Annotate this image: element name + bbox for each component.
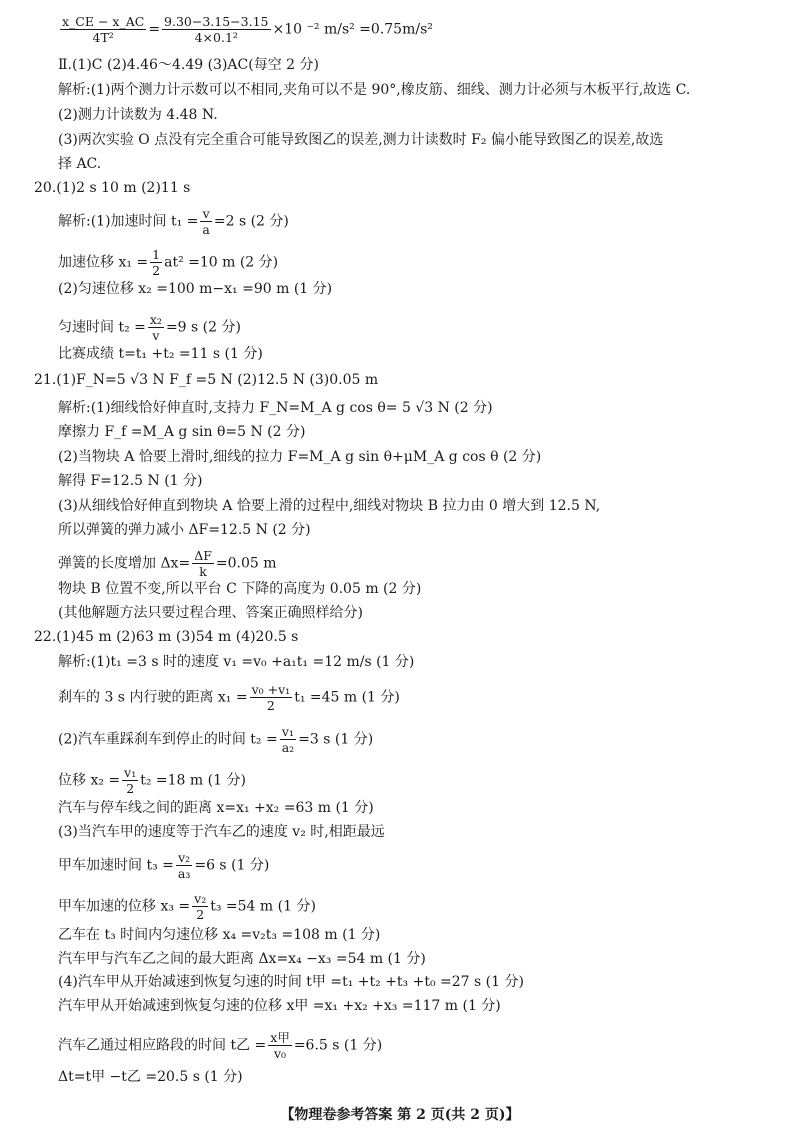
q22-line: 甲车加速的位移 x₃ = $\frac{\text{v₂}}{2}$ t₃ =54 m (1 分) [58, 891, 316, 922]
page-footer: 【物理卷参考答案 第 2 页(共 2 页)】 [280, 1107, 520, 1123]
analysis-line: (2)测力计读数为 4.48 N. [58, 107, 218, 123]
q20-line: 比赛成绩 t=t₁ +t₂ =11 s (1 分) [58, 346, 263, 362]
q22-line: 汽车乙通过相应路段的时间 t乙 = $\frac{\text{x甲}}{\text{v₀}}$ =6.5 s (1 分) [58, 1030, 383, 1061]
q21-line: 解析:(1)细线恰好伸直时,支持力 F_N=M_A g cos θ= 5 √3 N (2 分) [58, 400, 493, 416]
analysis-line: (3)两次实验 O 点没有完全重合可能导致图乙的误差,测力计读数时 F₂ 偏小能导致图乙的误差,故选 [58, 132, 664, 148]
formula-line: $\frac{x\_CE - x\_AC}{\text{4T²}}$ = $\frac{9.30-3.15-3.15}{\text{4×0.1²}}$ ×10 ⁻² m/s² =0.75m/s² [62, 14, 433, 45]
fraction: $\frac{9.30-3.15-3.15}{\text{4×0.1²}}$ [164, 14, 269, 45]
q22-line: 汽车与停车线之间的距离 x=x₁ +x₂ =63 m (1 分) [58, 800, 374, 816]
fraction: $\frac{\text{v₁}}{\text{a₂}}$ [281, 724, 295, 755]
q21-line: 摩擦力 F_f =M_A g sin θ=5 N (2 分) [58, 424, 306, 440]
q22-line: 刹车的 3 s 内行驶的距离 x₁ = $\frac{\text{v₀ +v₁}}{2}$ t₁ =45 m (1 分) [58, 682, 400, 713]
q22-line: 解析:(1)t₁ =3 s 时的速度 v₁ =v₀ +a₁t₁ =12 m/s (1 分) [58, 654, 415, 670]
q21-line: (2)当物块 A 恰要上滑时,细线的拉力 F=M_A g sin θ+μM_A g cos θ (2 分) [58, 449, 542, 465]
q21-line: 解得 F=12.5 N (1 分) [58, 473, 203, 489]
q21-answer: 21.(1)F_N=5 √3 N F_f =5 N (2)12.5 N (3)0.05 m [34, 372, 379, 388]
fraction: $\frac{\text{v₀ +v₁}}{2}$ [251, 682, 291, 713]
q21-note: (其他解题方法只要过程合理、答案正确照样给分) [58, 605, 363, 621]
fraction: $\frac{\text{x₂}}{v}$ [149, 312, 162, 343]
fraction: $\frac{\text{v₂}}{2}$ [194, 891, 207, 922]
q20-line: (2)匀速位移 x₂ =100 m−x₁ =90 m (1 分) [58, 281, 333, 297]
q22-line: 乙车在 t₃ 时间内匀速位移 x₄ =v₂t₃ =108 m (1 分) [58, 927, 381, 943]
q22-line: Δt=t甲 −t乙 =20.5 s (1 分) [58, 1069, 243, 1085]
q21-line: 物块 B 位置不变,所以平台 C 下降的高度为 0.05 m (2 分) [58, 581, 422, 597]
q22-line: 汽车甲与汽车乙之间的最大距离 Δx=x₄ −x₃ =54 m (1 分) [58, 951, 426, 967]
q22-line: 位移 x₂ = $\frac{\text{v₁}}{2}$ t₂ =18 m (1 分) [58, 765, 246, 796]
q21-line: (3)从细线恰好伸直到物块 A 恰要上滑的过程中,细线对物块 B 拉力由 0 增大到 12.5 N, [58, 498, 601, 514]
part-ii-answer: Ⅱ.(1)C (2)4.46～4.49 (3)AC(每空 2 分) [58, 57, 319, 73]
fraction: $\frac{\text{v₁}}{2}$ [124, 765, 137, 796]
analysis-line: 解析:(1)两个测力计示数可以不相同,夹角可以不是 90°,橡皮筋、细线、测力计必须与木板平行,故选 C. [58, 82, 691, 98]
q22-line: (2)汽车重踩刹车到停止的时间 t₂ = $\frac{\text{v₁}}{\text{a₂}}$ =3 s (1 分) [58, 724, 374, 755]
q22-answer: 22.(1)45 m (2)63 m (3)54 m (4)20.5 s [34, 629, 299, 645]
fraction: $\frac{\text{x甲}}{\text{v₀}}$ [270, 1030, 290, 1061]
q20-line: 加速位移 x₁ = $\frac{1}{2}$ at² =10 m (2 分) [58, 247, 279, 278]
q22-line: 汽车甲从开始减速到恢复匀速的位移 x甲 =x₁ +x₂ +x₃ =117 m (1 分) [58, 998, 501, 1014]
fraction: $\frac{\text{v₂}}{\text{a₃}}$ [177, 850, 191, 881]
q21-line: 所以弹簧的弹力减小 ΔF=12.5 N (2 分) [58, 522, 311, 538]
fraction: $\frac{v}{a}$ [202, 206, 210, 237]
q20-answer: 20.(1)2 s 10 m (2)11 s [34, 180, 191, 196]
q22-line: (3)当汽车甲的速度等于汽车乙的速度 v₂ 时,相距最远 [58, 824, 385, 840]
q22-line: 甲车加速时间 t₃ = $\frac{\text{v₂}}{\text{a₃}}$ =6 s (1 分) [58, 850, 270, 881]
fraction: $\frac{1}{2}$ [152, 247, 161, 278]
fraction: $\frac{\Delta F}{k}$ [194, 548, 212, 579]
q21-line: 弹簧的长度增加 Δx= $\frac{\Delta F}{k}$ =0.05 m [58, 548, 277, 579]
q22-line: (4)汽车甲从开始减速到恢复匀速的时间 t甲 =t₁ +t₂ +t₃ +t₀ =27 s (1 分) [58, 974, 524, 990]
q20-line: 匀速时间 t₂ = $\frac{\text{x₂}}{v}$ =9 s (2 分) [58, 312, 241, 343]
fraction: $\frac{x\_CE - x\_AC}{\text{4T²}}$ [62, 14, 145, 45]
q20-line: 解析:(1)加速时间 t₁ = $\frac{v}{a}$ =2 s (2 分) [58, 206, 289, 237]
analysis-line: 择 AC. [58, 156, 102, 172]
